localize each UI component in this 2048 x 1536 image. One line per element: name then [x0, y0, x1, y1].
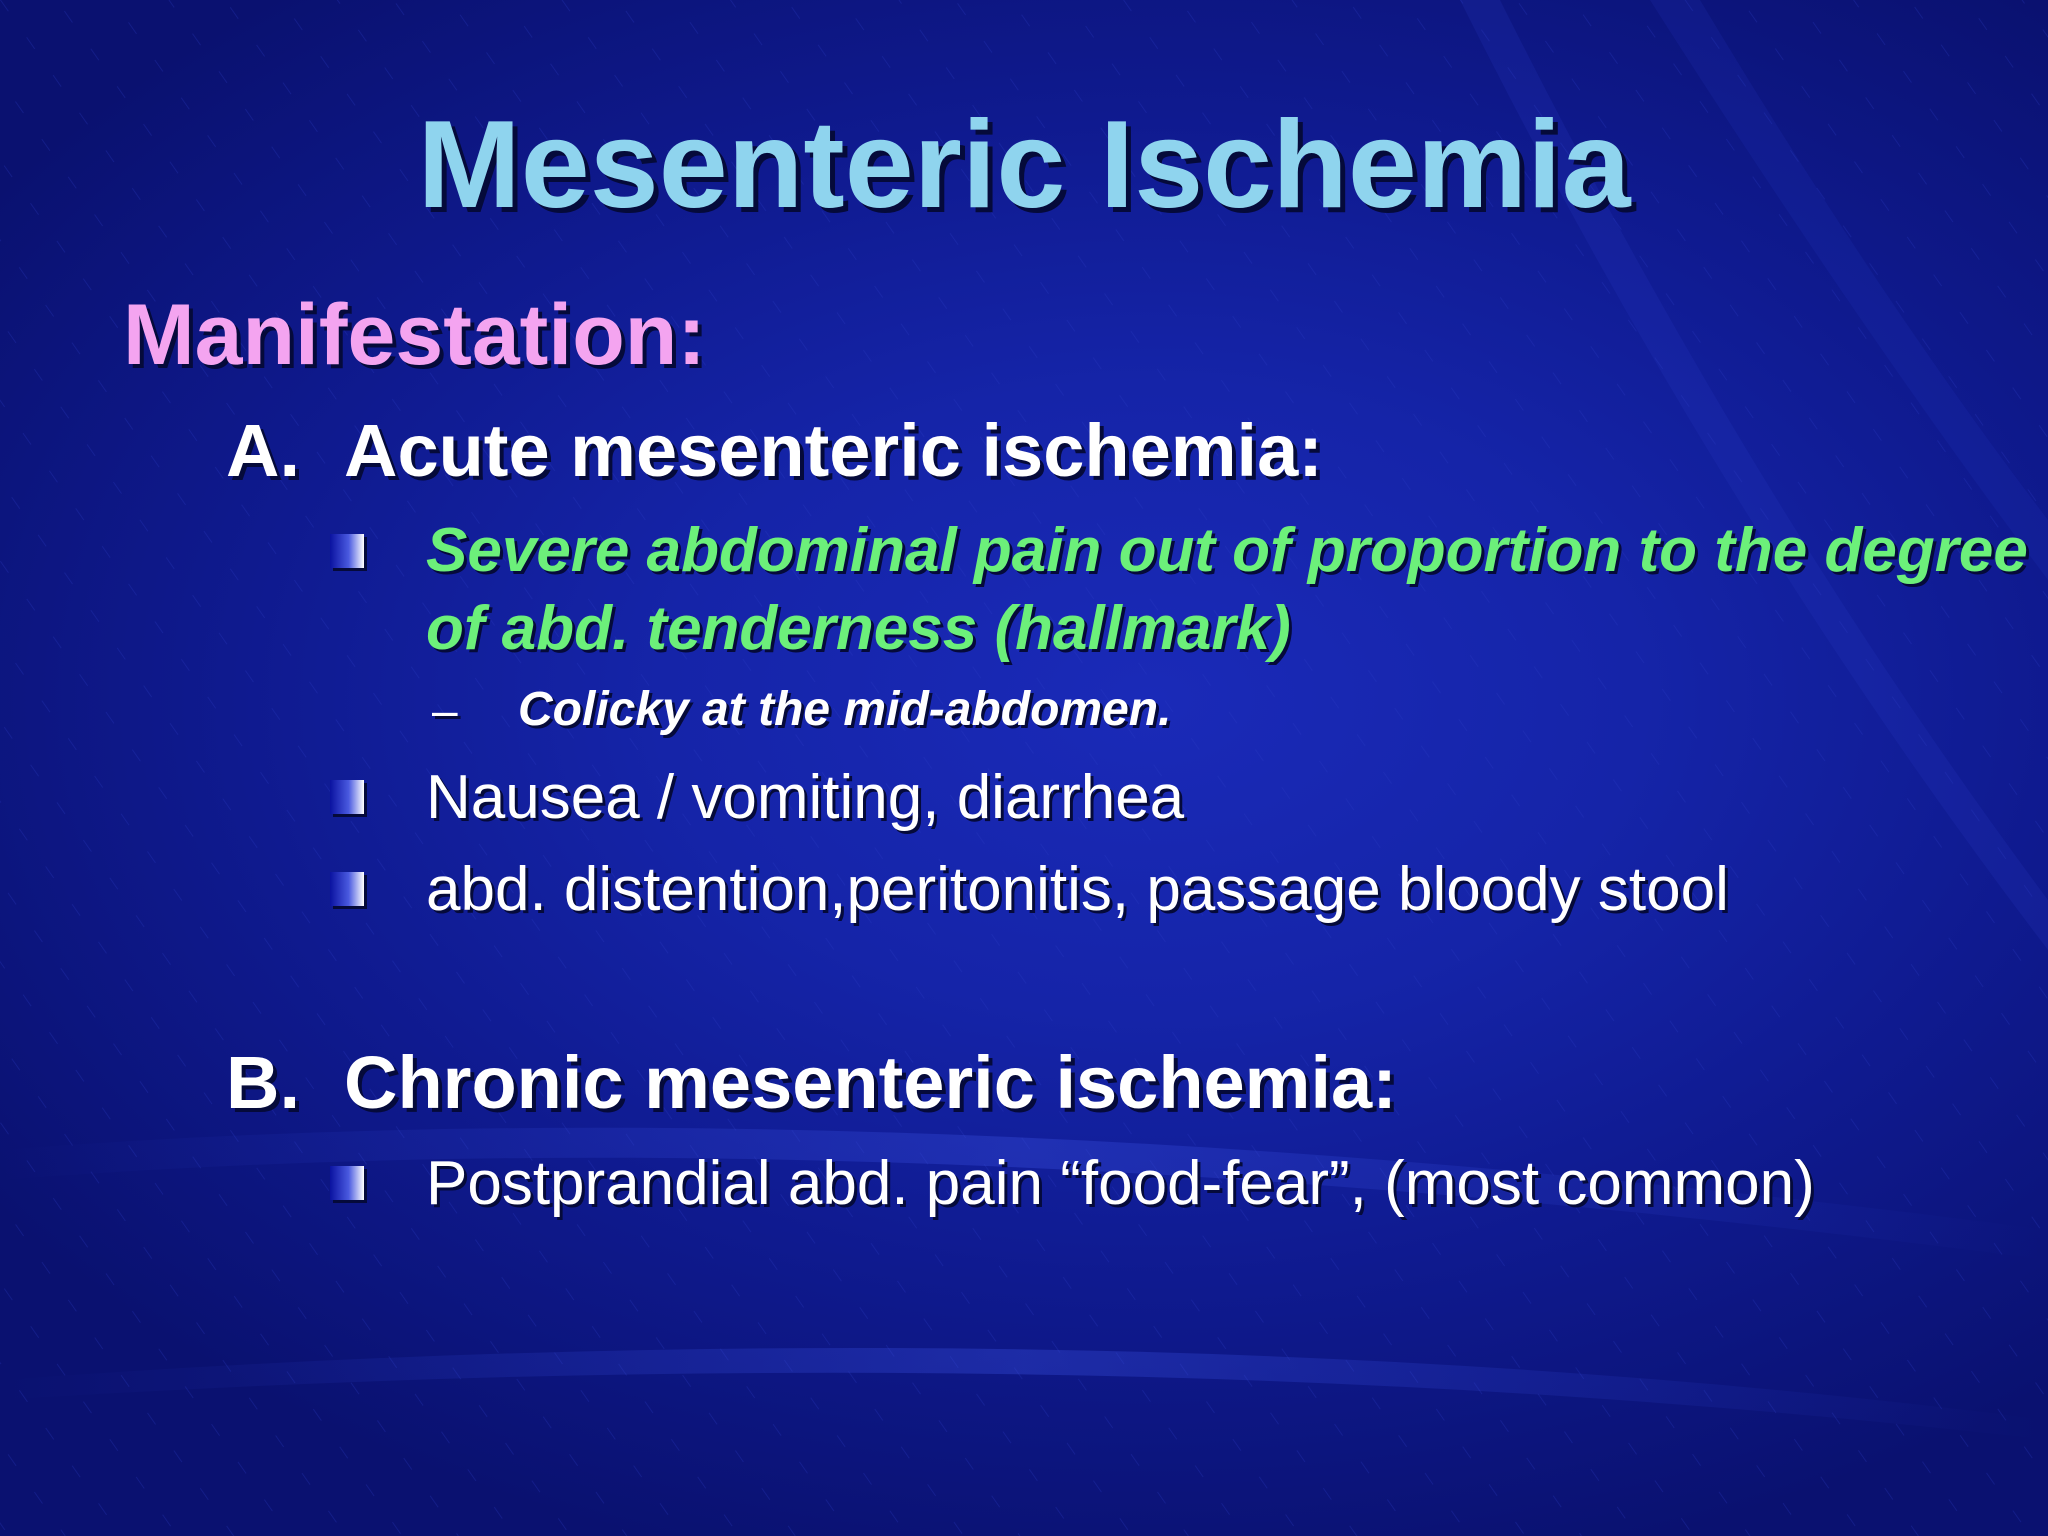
- square-bullet-icon: [330, 534, 364, 568]
- chronic-section-title: Chronic mesenteric ischemia:: [344, 1041, 1397, 1124]
- acute-section-letter: A.: [226, 409, 300, 492]
- list-item: [330, 852, 1729, 928]
- slide-title: Mesenteric Ischemia: [417, 96, 1631, 234]
- square-bullet-icon: [330, 780, 364, 814]
- dash-bullet-icon: –: [432, 684, 458, 736]
- manifestation-heading: Manifestation:: [123, 287, 706, 383]
- square-bullet-icon: [330, 872, 364, 906]
- chronic-section-letter: B.: [226, 1041, 300, 1124]
- bullet-hallmark-pain: Severe abdominal pain out of proportion to the degree of abd. tenderness (hallmark): [426, 516, 2028, 663]
- bullet-distention: abd. distention,peritonitis, passage bloody stool: [426, 855, 1729, 924]
- chronic-section-heading: [226, 1040, 1397, 1126]
- sub-bullet-colicky: Colicky at the mid-abdomen.: [518, 683, 1172, 736]
- list-item: [330, 1146, 1815, 1222]
- list-item: [330, 760, 1184, 836]
- bullet-nausea: Nausea / vomiting, diarrhea: [426, 763, 1185, 832]
- list-item: [330, 512, 2048, 668]
- acute-section-heading: [226, 408, 1323, 494]
- list-item: [432, 682, 1171, 738]
- bullet-postprandial: Postprandial abd. pain “food-fear”, (most common): [426, 1149, 1815, 1218]
- acute-section-title: Acute mesenteric ischemia:: [344, 409, 1323, 492]
- square-bullet-icon: [330, 1166, 364, 1200]
